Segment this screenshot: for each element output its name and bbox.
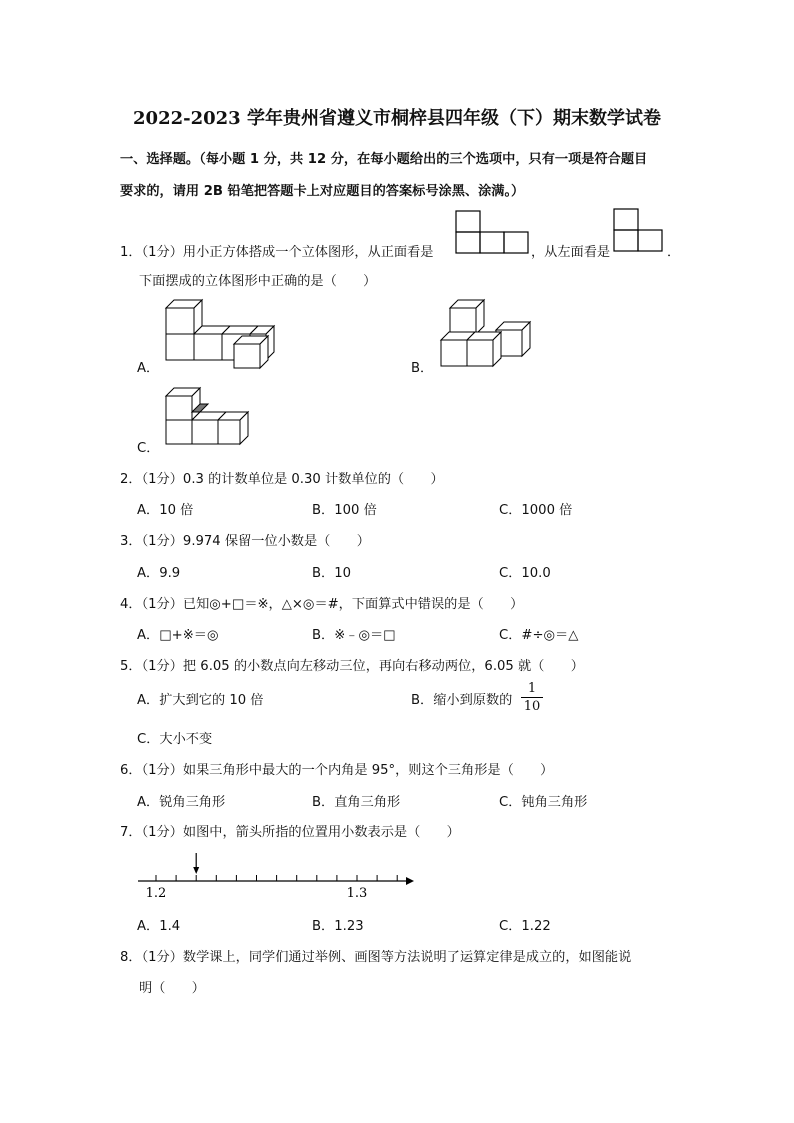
question-5-stem: 5．（1分）把 6.05 的小数点向左移动三位，再向右移动两位，6.05 就（ ） (120, 659, 584, 674)
pointer-arrow (193, 853, 199, 874)
q1-option-b-figure (438, 298, 538, 370)
section-instruction-line1: 一、选择题。（每小题 1 分，共 12 分，在每小题给出的三个选项中，只有一项是符合题目 (120, 152, 648, 167)
q1-option-c-figure (160, 386, 250, 448)
fraction-bar (521, 697, 543, 698)
question-2-stem: 2．（1分）0.3 的计数单位是 0.30 计数单位的（ ） (120, 472, 444, 487)
fraction-numerator: 1 (527, 681, 537, 696)
q6-option-a: A．锐角三角形 (137, 795, 226, 810)
q1-option-c-label: C． (137, 441, 160, 456)
q5-option-c: C．大小不变 (137, 732, 213, 747)
q3-option-a: A．9.9 (137, 566, 181, 581)
q1-option-a-label: A． (137, 361, 160, 376)
question-4-stem: 4．（1分）已知◎+□＝※，△×◎＝#，下面算式中错误的是（ ） (120, 597, 524, 612)
q2-option-a: A．10 倍 (137, 503, 194, 518)
pointer-arrow-head (193, 867, 199, 874)
fraction-denominator: 10 (523, 699, 541, 714)
question-3-stem: 3．（1分）9.974 保留一位小数是（ ） (120, 534, 370, 549)
q7-option-b: B．1.23 (312, 919, 364, 934)
number-line-end-label: 1.3 (346, 886, 368, 901)
number-line-arrowhead (406, 877, 414, 885)
question-1-stem-b: ，从左面看是 (531, 245, 611, 260)
q4-option-c: C．#÷◎＝△ (499, 628, 579, 643)
question-8-stem: 8．（1分）数学课上，同学们通过举例、画图等方法说明了运算定律是成立的，如图能说 (120, 950, 632, 965)
q7-number-line (130, 850, 420, 902)
q3-option-b: B．10 (312, 566, 352, 581)
q4-option-a: A．□+※＝◎ (137, 628, 219, 643)
q7-option-c: C．1.22 (499, 919, 551, 934)
question-8-stem-cont: 明（ ） (139, 981, 205, 996)
question-7-stem: 7．（1分）如图中，箭头所指的位置用小数表示是（ ） (120, 825, 460, 840)
q4-option-b: B．※﹣◎＝□ (312, 628, 396, 643)
number-line-start-label: 1.2 (145, 886, 167, 901)
question-6-stem: 6．（1分）如果三角形中最大的一个内角是 95°，则这个三角形是（ ） (120, 763, 554, 778)
q2-option-c: C．1000 倍 (499, 503, 573, 518)
q5-option-b: B．缩小到原数的 (411, 693, 513, 708)
q6-option-b: B．直角三角形 (312, 795, 401, 810)
q1-option-b-label: B． (411, 361, 434, 376)
q1-option-a-figure (160, 298, 280, 370)
q6-option-c: C．钝角三角形 (499, 795, 588, 810)
page-title: 2022-2023 学年贵州省遵义市桐梓县四年级（下）期末数学试卷 (133, 108, 661, 129)
q7-option-a: A．1.4 (137, 919, 181, 934)
q5-option-a: A．扩大到它的 10 倍 (137, 693, 264, 708)
question-1-stem-d: 下面摆成的立体图形中正确的是（ ） (139, 274, 377, 289)
q1-front-view-figure (455, 210, 530, 255)
q2-option-b: B．100 倍 (312, 503, 377, 518)
question-1-stem-a: 1．（1分）用小正方体搭成一个立体图形，从正面看是 (120, 245, 434, 260)
q5-fraction (521, 681, 543, 714)
q1-left-view-figure (613, 208, 665, 253)
section-instruction-line2: 要求的，请用 2B 铅笔把答题卡上对应题目的答案标号涂黑、涂满。） (120, 184, 525, 199)
q3-option-c: C．10.0 (499, 566, 551, 581)
question-1-stem-c: ． (667, 245, 681, 260)
